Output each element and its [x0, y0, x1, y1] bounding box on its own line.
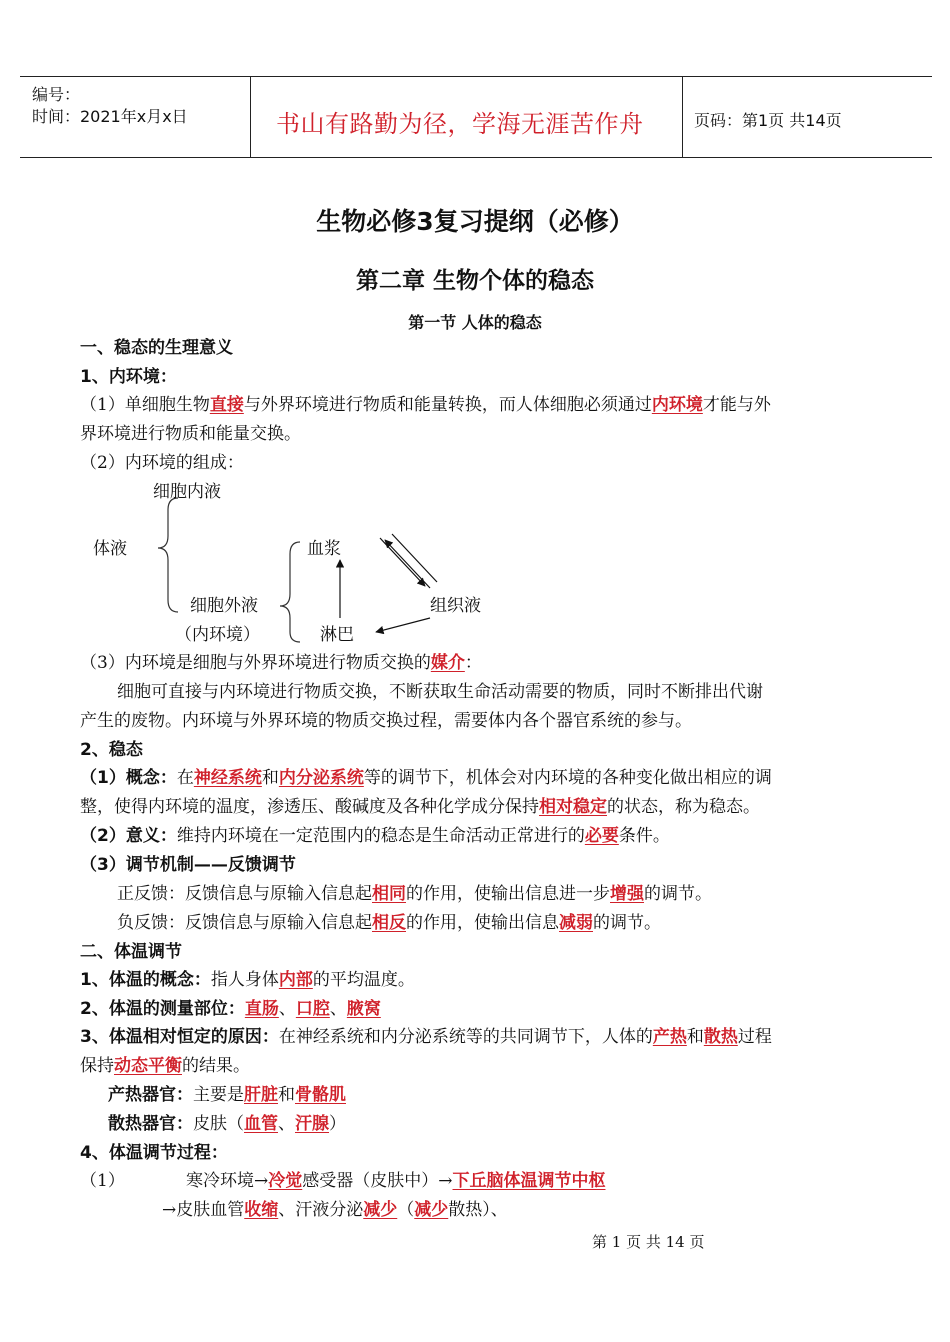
text-line: 整，使得内环境的温度，渗透压、酸碱度及各种化学成分保持相对稳定的状态，称为稳态。	[80, 797, 760, 817]
text-line: 细胞可直接与内环境进行物质交换，不断获取生命活动需要的物质，同时不断排出代谢	[117, 682, 763, 702]
text-line: （1）概念：在神经系统和内分泌系统等的调节下，机体会对内环境的各种变化做出相应的调	[80, 768, 772, 788]
chapter-title: 第二章 生物个体的稳态	[355, 268, 594, 294]
heading-1: 一、稳态的生理意义	[80, 338, 233, 358]
text-line: （1）单细胞生物直接与外界环境进行物质和能量转换，而人体细胞必须通过内环境才能与外	[80, 395, 771, 415]
text-line: 2、体温的测量部位：直肠、口腔、腋窝	[80, 999, 381, 1019]
keyword: 直接	[209, 395, 244, 415]
text-line: 产热器官：主要是肝脏和骨骼肌	[108, 1085, 346, 1105]
diagram-label-tissue-fluid: 组织液	[430, 596, 481, 616]
keyword: 汗腺	[295, 1114, 329, 1134]
text-line: 正反馈：反馈信息与原输入信息起相同的作用，使输出信息进一步增强的调节。	[117, 884, 712, 904]
doc-title: 生物必修3复习提纲（必修）	[316, 207, 634, 236]
diagram-label-plasma: 血浆	[307, 539, 341, 559]
keyword: 相反	[372, 913, 406, 933]
heading-1-2: 2、稳态	[80, 740, 143, 760]
keyword: 内环境	[651, 395, 703, 415]
keyword: 必要	[584, 826, 619, 846]
text-line: 负反馈：反馈信息与原输入信息起相反的作用，使输出信息减弱的调节。	[117, 913, 661, 933]
keyword: 媒介	[430, 653, 465, 673]
keyword: 减少	[414, 1200, 449, 1220]
doc-time-label: 时间：2021年x月x日	[32, 107, 188, 126]
diagram-label-inner-env: （内环境）	[175, 625, 260, 645]
keyword: 内分泌系统	[278, 768, 364, 788]
text-line: 产生的废物。内环境与外界环境的物质交换过程，需要体内各个器官系统的参与。	[80, 711, 692, 731]
text-line: （1）	[80, 1171, 125, 1191]
heading-2-4: 4、体温调节过程：	[80, 1143, 228, 1163]
keyword: 血管	[244, 1114, 278, 1134]
keyword: 增强	[610, 884, 644, 904]
brace	[280, 542, 300, 642]
heading-1-1: 1、内环境：	[80, 367, 177, 387]
text-line: 散热器官：皮肤（血管、汗腺）	[108, 1114, 346, 1134]
text-line: （3）调节机制——反馈调节	[80, 855, 296, 875]
keyword: 直肠	[244, 999, 279, 1019]
header-page-label: 页码：第1页 共14页	[694, 111, 842, 130]
keyword: 收缩	[244, 1200, 279, 1220]
page-footer: 第 1 页 共 14 页	[592, 1233, 705, 1251]
keyword: 减弱	[559, 913, 593, 933]
text-line: 界环境进行物质和能量交换。	[80, 424, 301, 444]
header-divider	[250, 77, 251, 157]
keyword: 口腔	[295, 999, 330, 1019]
text-line: （3）内环境是细胞与外界环境进行物质交换的媒介：	[80, 653, 482, 673]
doc-number-label: 编号：	[32, 85, 81, 104]
keyword: 冷觉	[268, 1171, 303, 1191]
text-line: （2）内环境的组成：	[80, 453, 244, 473]
keyword: 产热	[652, 1027, 687, 1047]
keyword: 相同	[372, 884, 406, 904]
keyword: 腋窝	[346, 999, 381, 1019]
keyword: 相对稳定	[539, 797, 607, 817]
keyword: 神经系统	[193, 768, 262, 788]
text-line: 3、体温相对恒定的原因：在神经系统和内分泌系统等的共同调节下，人体的产热和散热过程	[80, 1027, 772, 1047]
text-line: 保持动态平衡的结果。	[80, 1056, 250, 1076]
text-line: 寒冷环境→冷觉感受器（皮肤中）→下丘脑体温调节中枢	[186, 1171, 606, 1191]
diagram-label-lymph: 淋巴	[320, 625, 354, 645]
keyword: 下丘脑体温调节中枢	[452, 1171, 606, 1191]
keyword: 减少	[363, 1200, 398, 1220]
brace	[158, 498, 178, 612]
text-line: （2）意义：维持内环境在一定范围内的稳态是生命活动正常进行的必要条件。	[80, 826, 670, 846]
arrow-tissue-lymph	[376, 618, 430, 632]
header-divider	[682, 77, 683, 157]
text-line: 1、体温的概念：指人身体内部的平均温度。	[80, 970, 415, 990]
text-line: →皮肤血管收缩、汗液分泌减少（减少散热）、	[162, 1200, 508, 1220]
header-motto: 书山有路勤为径，学海无涯苦作舟	[276, 110, 644, 138]
section-title: 第一节 人体的稳态	[408, 313, 542, 332]
keyword: 肝脏	[244, 1085, 278, 1105]
keyword: 动态平衡	[114, 1056, 182, 1076]
diagram-label-body-fluid: 体液	[93, 539, 127, 559]
keyword: 骨骼肌	[295, 1085, 346, 1105]
diagram-label-extracellular: 细胞外液	[190, 596, 258, 616]
heading-2: 二、体温调节	[80, 942, 182, 962]
arrow-plasma-tissue	[385, 540, 430, 588]
keyword: 散热	[703, 1027, 738, 1047]
diagram-label-intracellular: 细胞内液	[153, 482, 221, 502]
keyword: 内部	[278, 970, 313, 990]
body-fluid-diagram	[0, 470, 950, 650]
